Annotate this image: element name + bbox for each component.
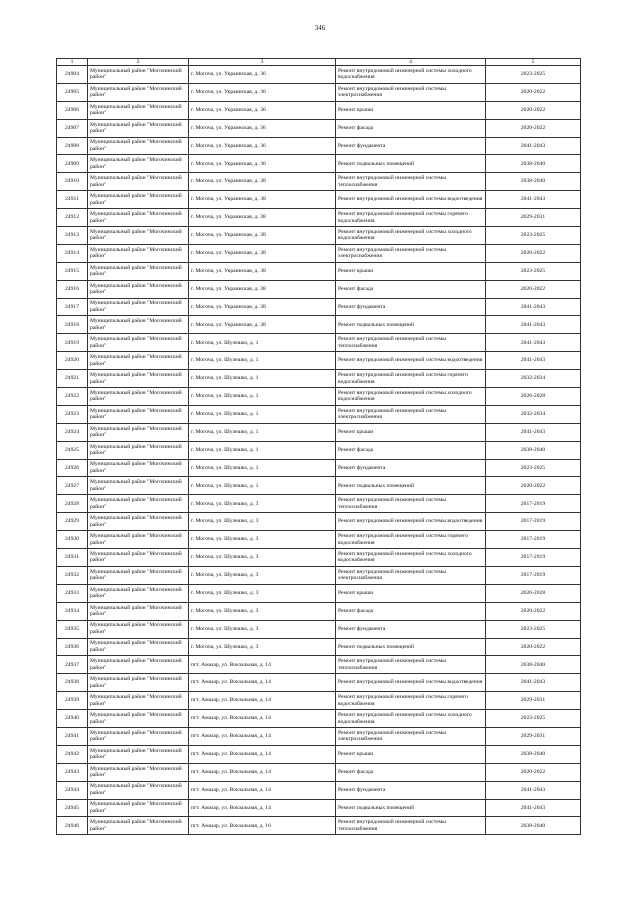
table-row — [57, 477, 581, 495]
table-row — [57, 549, 581, 567]
work-type-cell: Ремонт фасада — [336, 602, 486, 620]
period-cell: 2017-2019 — [486, 495, 581, 513]
work-type-cell: Ремонт фасада — [336, 280, 486, 298]
header-row — [57, 59, 581, 66]
period-cell: 2017-2019 — [486, 513, 581, 531]
period-cell: 2023-2025 — [486, 227, 581, 245]
period-cell: 2017-2019 — [486, 549, 581, 567]
table-row — [57, 334, 581, 352]
address-cell: пгт. Амазар, ул. Вокзальная, д. 14 — [189, 799, 336, 817]
table-row — [57, 692, 581, 710]
municipality-cell: Муниципальный район "Могочинский район" — [88, 674, 189, 692]
address-cell: пгт. Амазар, ул. Вокзальная, д. 14 — [189, 710, 336, 728]
period-cell: 2029-2031 — [486, 692, 581, 710]
period-cell: 2023-2025 — [486, 459, 581, 477]
row-number: 24941 — [57, 727, 88, 745]
table-row — [57, 173, 581, 191]
address-cell: г. Могоча, ул. Украинская, д. 38 — [189, 173, 336, 191]
work-type-cell: Ремонт фундамента — [336, 137, 486, 155]
row-number: 24919 — [57, 334, 88, 352]
period-cell: 2032-2034 — [486, 370, 581, 388]
row-number: 24933 — [57, 584, 88, 602]
work-type-cell: Ремонт подвальных помещений — [336, 316, 486, 334]
table-row — [57, 674, 581, 692]
municipality-cell: Муниципальный район "Могочинский район" — [88, 513, 189, 531]
header-col-1: 1 — [57, 59, 88, 66]
table-row — [57, 817, 581, 835]
table-row — [57, 638, 581, 656]
address-cell: г. Могоча, ул. Украинская, д. 36 — [189, 101, 336, 119]
table-row — [57, 298, 581, 316]
work-type-cell: Ремонт фундамента — [336, 781, 486, 799]
address-cell: г. Могоча, ул. Шулешко, д. 3 — [189, 620, 336, 638]
row-number: 24945 — [57, 799, 88, 817]
table-row — [57, 763, 581, 781]
row-number: 24905 — [57, 83, 88, 101]
address-cell: г. Могоча, ул. Украинская, д. 38 — [189, 209, 336, 227]
row-number: 24931 — [57, 549, 88, 567]
table-row — [57, 423, 581, 441]
row-number: 24913 — [57, 227, 88, 245]
table-row — [57, 459, 581, 477]
work-type-cell: Ремонт крыши — [336, 101, 486, 119]
municipality-cell: Муниципальный район "Могочинский район" — [88, 370, 189, 388]
row-number: 24940 — [57, 710, 88, 728]
row-number: 24917 — [57, 298, 88, 316]
work-type-cell: Ремонт внутридомовой инженерной системы электроснабжения — [336, 405, 486, 423]
row-number: 24904 — [57, 66, 88, 84]
work-type-cell: Ремонт фасада — [336, 763, 486, 781]
municipality-cell: Муниципальный район "Могочинский район" — [88, 316, 189, 334]
period-cell: 2038-2040 — [486, 441, 581, 459]
table-row — [57, 191, 581, 209]
address-cell: г. Могоча, ул. Украинская, д. 36 — [189, 137, 336, 155]
header-col-5: 5 — [486, 59, 581, 66]
work-type-cell: Ремонт внутридомовой инженерной системы холодного водоснабжения — [336, 388, 486, 406]
address-cell: пгт. Амазар, ул. Вокзальная, д. 14 — [189, 656, 336, 674]
row-number: 24927 — [57, 477, 88, 495]
table-row — [57, 781, 581, 799]
table-row — [57, 656, 581, 674]
address-cell: г. Могоча, ул. Шулешко, д. 1 — [189, 441, 336, 459]
municipality-cell: Муниципальный район "Могочинский район" — [88, 155, 189, 173]
address-cell: г. Могоча, ул. Шулешко, д. 1 — [189, 334, 336, 352]
table-row — [57, 209, 581, 227]
table-row — [57, 531, 581, 549]
repair-schedule-table — [56, 58, 581, 835]
table-row — [57, 727, 581, 745]
work-type-cell: Ремонт внутридомовой инженерной системы электроснабжения — [336, 727, 486, 745]
work-type-cell: Ремонт фасада — [336, 119, 486, 137]
table-row — [57, 66, 581, 84]
period-cell: 2020-2022 — [486, 280, 581, 298]
municipality-cell: Муниципальный район "Могочинский район" — [88, 388, 189, 406]
period-cell: 2020-2022 — [486, 477, 581, 495]
municipality-cell: Муниципальный район "Могочинский район" — [88, 799, 189, 817]
municipality-cell: Муниципальный район "Могочинский район" — [88, 66, 189, 84]
page-number: 346 — [314, 24, 326, 32]
table-row — [57, 244, 581, 262]
municipality-cell: Муниципальный район "Могочинский район" — [88, 745, 189, 763]
period-cell: 2020-2022 — [486, 83, 581, 101]
table-row — [57, 155, 581, 173]
table-row — [57, 513, 581, 531]
work-type-cell: Ремонт внутридомовой инженерной системы горячего водоснабжения — [336, 692, 486, 710]
municipality-cell: Муниципальный район "Могочинский район" — [88, 137, 189, 155]
address-cell: г. Могоча, ул. Шулешко, д. 3 — [189, 513, 336, 531]
address-cell: г. Могоча, ул. Украинская, д. 36 — [189, 66, 336, 84]
address-cell: г. Могоча, ул. Шулешко, д. 3 — [189, 495, 336, 513]
address-cell: г. Могоча, ул. Шулешко, д. 1 — [189, 477, 336, 495]
address-cell: г. Могоча, ул. Украинская, д. 38 — [189, 298, 336, 316]
municipality-cell: Муниципальный район "Могочинский район" — [88, 638, 189, 656]
period-cell: 2023-2025 — [486, 66, 581, 84]
municipality-cell: Муниципальный район "Могочинский район" — [88, 423, 189, 441]
address-cell: пгт. Амазар, ул. Вокзальная, д. 14 — [189, 674, 336, 692]
period-cell: 2023-2025 — [486, 262, 581, 280]
work-type-cell: Ремонт крыши — [336, 262, 486, 280]
period-cell: 2020-2022 — [486, 101, 581, 119]
address-cell: г. Могоча, ул. Украинская, д. 38 — [189, 262, 336, 280]
municipality-cell: Муниципальный район "Могочинский район" — [88, 495, 189, 513]
row-number: 24925 — [57, 441, 88, 459]
row-number: 24909 — [57, 155, 88, 173]
address-cell: пгт. Амазар, ул. Вокзальная, д. 14 — [189, 763, 336, 781]
address-cell: г. Могоча, ул. Шулешко, д. 1 — [189, 459, 336, 477]
period-cell: 2038-2040 — [486, 745, 581, 763]
municipality-cell: Муниципальный район "Могочинский район" — [88, 262, 189, 280]
municipality-cell: Муниципальный район "Могочинский район" — [88, 817, 189, 835]
period-cell: 2038-2040 — [486, 173, 581, 191]
row-number: 24920 — [57, 352, 88, 370]
period-cell: 2038-2040 — [486, 817, 581, 835]
municipality-cell: Муниципальный район "Могочинский район" — [88, 244, 189, 262]
row-number: 24912 — [57, 209, 88, 227]
row-number: 24926 — [57, 459, 88, 477]
row-number: 24918 — [57, 316, 88, 334]
address-cell: г. Могоча, ул. Шулешко, д. 1 — [189, 405, 336, 423]
header-col-2: 2 — [88, 59, 189, 66]
table-row — [57, 83, 581, 101]
period-cell: 2041-2043 — [486, 352, 581, 370]
address-cell: пгт. Амазар, ул. Вокзальная, д. 16 — [189, 817, 336, 835]
address-cell: г. Могоча, ул. Украинская, д. 38 — [189, 316, 336, 334]
address-cell: пгт. Амазар, ул. Вокзальная, д. 14 — [189, 692, 336, 710]
address-cell: г. Могоча, ул. Украинская, д. 36 — [189, 119, 336, 137]
period-cell: 2017-2019 — [486, 566, 581, 584]
address-cell: г. Могоча, ул. Шулешко, д. 1 — [189, 423, 336, 441]
row-number: 24946 — [57, 817, 88, 835]
header-col-3: 3 — [189, 59, 336, 66]
municipality-cell: Муниципальный район "Могочинский район" — [88, 280, 189, 298]
period-cell: 2026-2028 — [486, 584, 581, 602]
row-number: 24935 — [57, 620, 88, 638]
municipality-cell: Муниципальный район "Могочинский район" — [88, 173, 189, 191]
municipality-cell: Муниципальный район "Могочинский район" — [88, 781, 189, 799]
address-cell: г. Могоча, ул. Шулешко, д. 1 — [189, 370, 336, 388]
row-number: 24936 — [57, 638, 88, 656]
work-type-cell: Ремонт внутридомовой инженерной системы теплоснабжения — [336, 495, 486, 513]
work-type-cell: Ремонт внутридомовой инженерной системы горячего водоснабжения — [336, 531, 486, 549]
municipality-cell: Муниципальный район "Могочинский район" — [88, 477, 189, 495]
period-cell: 2041-2043 — [486, 316, 581, 334]
row-number: 24934 — [57, 602, 88, 620]
municipality-cell: Муниципальный район "Могочинский район" — [88, 566, 189, 584]
address-cell: г. Могоча, ул. Шулешко, д. 3 — [189, 531, 336, 549]
row-number: 24930 — [57, 531, 88, 549]
table-row — [57, 620, 581, 638]
row-number: 24915 — [57, 262, 88, 280]
period-cell: 2032-2034 — [486, 405, 581, 423]
table-row — [57, 602, 581, 620]
work-type-cell: Ремонт крыши — [336, 584, 486, 602]
municipality-cell: Муниципальный район "Могочинский район" — [88, 584, 189, 602]
table-row — [57, 566, 581, 584]
work-type-cell: Ремонт внутридомовой инженерной системы теплоснабжения — [336, 656, 486, 674]
period-cell: 2020-2022 — [486, 638, 581, 656]
row-number: 24938 — [57, 674, 88, 692]
address-cell: г. Могоча, ул. Шулешко, д. 3 — [189, 638, 336, 656]
row-number: 24942 — [57, 745, 88, 763]
municipality-cell: Муниципальный район "Могочинский район" — [88, 549, 189, 567]
table-header — [57, 59, 581, 66]
municipality-cell: Муниципальный район "Могочинский район" — [88, 352, 189, 370]
work-type-cell: Ремонт фундамента — [336, 620, 486, 638]
municipality-cell: Муниципальный район "Могочинский район" — [88, 656, 189, 674]
municipality-cell: Муниципальный район "Могочинский район" — [88, 119, 189, 137]
municipality-cell: Муниципальный район "Могочинский район" — [88, 531, 189, 549]
period-cell: 2041-2043 — [486, 799, 581, 817]
table-row — [57, 352, 581, 370]
work-type-cell: Ремонт внутридомовой инженерной системы горячего водоснабжения — [336, 370, 486, 388]
period-cell: 2020-2022 — [486, 763, 581, 781]
table-row — [57, 495, 581, 513]
work-type-cell: Ремонт крыши — [336, 745, 486, 763]
period-cell: 2026-2028 — [486, 388, 581, 406]
row-number: 24916 — [57, 280, 88, 298]
work-type-cell: Ремонт внутридомовой инженерной системы электроснабжения — [336, 244, 486, 262]
table-row — [57, 441, 581, 459]
address-cell: пгт. Амазар, ул. Вокзальная, д. 14 — [189, 781, 336, 799]
table-row — [57, 119, 581, 137]
table-row — [57, 280, 581, 298]
work-type-cell: Ремонт фундамента — [336, 298, 486, 316]
period-cell: 2020-2022 — [486, 119, 581, 137]
table-row — [57, 745, 581, 763]
address-cell: г. Могоча, ул. Украинская, д. 36 — [189, 83, 336, 101]
table-row — [57, 101, 581, 119]
row-number: 24924 — [57, 423, 88, 441]
work-type-cell: Ремонт крыши — [336, 423, 486, 441]
table-row — [57, 799, 581, 817]
work-type-cell: Ремонт внутридомовой инженерной системы холодного водоснабжения — [336, 227, 486, 245]
address-cell: г. Могоча, ул. Украинская, д. 38 — [189, 191, 336, 209]
work-type-cell: Ремонт фундамента — [336, 459, 486, 477]
work-type-cell: Ремонт внутридомовой инженерной системы горячего водоснабжения — [336, 209, 486, 227]
row-number: 24906 — [57, 101, 88, 119]
row-number: 24922 — [57, 388, 88, 406]
table-row — [57, 316, 581, 334]
address-cell: г. Могоча, ул. Украинская, д. 36 — [189, 155, 336, 173]
work-type-cell: Ремонт внутридомовой инженерной системы холодного водоснабжения — [336, 549, 486, 567]
work-type-cell: Ремонт подвальных помещений — [336, 477, 486, 495]
period-cell: 2038-2040 — [486, 155, 581, 173]
work-type-cell: Ремонт внутридомовой инженерной системы водоотведения — [336, 674, 486, 692]
period-cell: 2029-2031 — [486, 209, 581, 227]
table-row — [57, 405, 581, 423]
work-type-cell: Ремонт подвальных помещений — [336, 155, 486, 173]
row-number: 24928 — [57, 495, 88, 513]
work-type-cell: Ремонт внутридомовой инженерной системы холодного водоснабжения — [336, 710, 486, 728]
period-cell: 2020-2022 — [486, 244, 581, 262]
work-type-cell: Ремонт подвальных помещений — [336, 638, 486, 656]
work-type-cell: Ремонт внутридомовой инженерной системы холодного водоснабжения — [336, 66, 486, 84]
row-number: 24910 — [57, 173, 88, 191]
period-cell: 2029-2031 — [486, 727, 581, 745]
row-number: 24911 — [57, 191, 88, 209]
work-type-cell: Ремонт внутридомовой инженерной системы электроснабжения — [336, 566, 486, 584]
address-cell: г. Могоча, ул. Шулешко, д. 1 — [189, 352, 336, 370]
municipality-cell: Муниципальный район "Могочинский район" — [88, 727, 189, 745]
municipality-cell: Муниципальный район "Могочинский район" — [88, 101, 189, 119]
period-cell: 2041-2043 — [486, 781, 581, 799]
period-cell: 2041-2043 — [486, 191, 581, 209]
table-row — [57, 262, 581, 280]
municipality-cell: Муниципальный район "Могочинский район" — [88, 620, 189, 638]
row-number: 24914 — [57, 244, 88, 262]
municipality-cell: Муниципальный район "Могочинский район" — [88, 602, 189, 620]
row-number: 24937 — [57, 656, 88, 674]
period-cell: 2023-2025 — [486, 620, 581, 638]
address-cell: г. Могоча, ул. Шулешко, д. 3 — [189, 584, 336, 602]
work-type-cell: Ремонт внутридомовой инженерной системы теплоснабжения — [336, 817, 486, 835]
work-type-cell: Ремонт внутридомовой инженерной системы теплоснабжения — [336, 334, 486, 352]
address-cell: г. Могоча, ул. Шулешко, д. 3 — [189, 549, 336, 567]
period-cell: 2041-2043 — [486, 674, 581, 692]
municipality-cell: Муниципальный район "Могочинский район" — [88, 227, 189, 245]
row-number: 24939 — [57, 692, 88, 710]
address-cell: г. Могоча, ул. Украинская, д. 38 — [189, 280, 336, 298]
table-row — [57, 370, 581, 388]
table-body — [57, 66, 581, 835]
row-number: 24932 — [57, 566, 88, 584]
table-row — [57, 137, 581, 155]
row-number: 24943 — [57, 763, 88, 781]
municipality-cell: Муниципальный район "Могочинский район" — [88, 405, 189, 423]
municipality-cell: Муниципальный район "Могочинский район" — [88, 763, 189, 781]
municipality-cell: Муниципальный район "Могочинский район" — [88, 334, 189, 352]
municipality-cell: Муниципальный район "Могочинский район" — [88, 710, 189, 728]
row-number: 24923 — [57, 405, 88, 423]
period-cell: 2041-2043 — [486, 137, 581, 155]
municipality-cell: Муниципальный район "Могочинский район" — [88, 459, 189, 477]
table-row — [57, 388, 581, 406]
municipality-cell: Муниципальный район "Могочинский район" — [88, 298, 189, 316]
table-row — [57, 584, 581, 602]
work-type-cell: Ремонт подвальных помещений — [336, 799, 486, 817]
address-cell: г. Могоча, ул. Украинская, д. 38 — [189, 227, 336, 245]
address-cell: г. Могоча, ул. Шулешко, д. 3 — [189, 602, 336, 620]
period-cell: 2041-2043 — [486, 334, 581, 352]
work-type-cell: Ремонт внутридомовой инженерной системы теплоснабжения — [336, 173, 486, 191]
header-col-4: 4 — [336, 59, 486, 66]
municipality-cell: Муниципальный район "Могочинский район" — [88, 441, 189, 459]
municipality-cell: Муниципальный район "Могочинский район" — [88, 191, 189, 209]
municipality-cell: Муниципальный район "Могочинский район" — [88, 83, 189, 101]
row-number: 24907 — [57, 119, 88, 137]
work-type-cell: Ремонт внутридомовой инженерной системы водоотведения — [336, 352, 486, 370]
address-cell: г. Могоча, ул. Украинская, д. 38 — [189, 244, 336, 262]
row-number: 24944 — [57, 781, 88, 799]
row-number: 24929 — [57, 513, 88, 531]
table-row — [57, 227, 581, 245]
table-row — [57, 710, 581, 728]
row-number: 24921 — [57, 370, 88, 388]
work-type-cell: Ремонт внутридомовой инженерной системы водоотведения — [336, 513, 486, 531]
work-type-cell: Ремонт внутридомовой инженерной системы электроснабжения — [336, 83, 486, 101]
address-cell: г. Могоча, ул. Шулешко, д. 1 — [189, 388, 336, 406]
period-cell: 2038-2040 — [486, 656, 581, 674]
period-cell: 2017-2019 — [486, 531, 581, 549]
period-cell: 2020-2022 — [486, 602, 581, 620]
row-number: 24908 — [57, 137, 88, 155]
municipality-cell: Муниципальный район "Могочинский район" — [88, 692, 189, 710]
address-cell: пгт. Амазар, ул. Вокзальная, д. 14 — [189, 727, 336, 745]
period-cell: 2041-2043 — [486, 423, 581, 441]
work-type-cell: Ремонт внутридомовой инженерной системы водоотведения — [336, 191, 486, 209]
period-cell: 2041-2043 — [486, 298, 581, 316]
address-cell: г. Могоча, ул. Шулешко, д. 3 — [189, 566, 336, 584]
work-type-cell: Ремонт фасада — [336, 441, 486, 459]
address-cell: пгт. Амазар, ул. Вокзальная, д. 14 — [189, 745, 336, 763]
municipality-cell: Муниципальный район "Могочинский район" — [88, 209, 189, 227]
period-cell: 2023-2025 — [486, 710, 581, 728]
